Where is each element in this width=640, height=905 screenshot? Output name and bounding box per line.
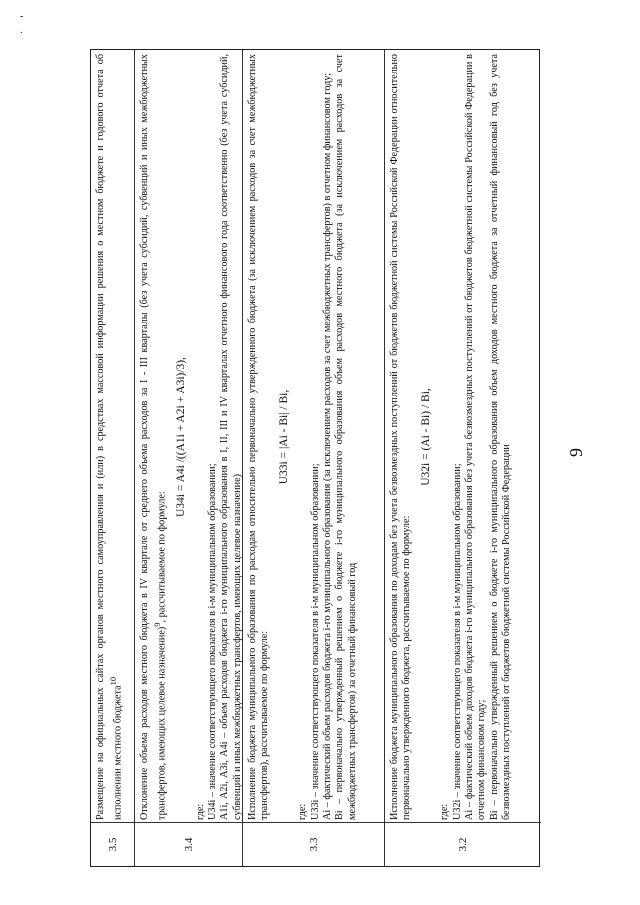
definition: A1i, A2i, A3i, A4i – объем расходов бюджета i-го муниципального образования в I, II, III и IV кварталах отчетного финансового года соответственно (без учета субсидий, субвенций и иных межбюджетных трансфертов, имеющих целевое назначение) [219, 54, 243, 820]
definition: Bi – первоначально утвержденный решением о бюджете i-го муниципального образования объем доходов местного бюджета за отчетный финансовый год без учета безвозмездных поступлений от бюджетов бюджетной системы Российской Федерации [488, 54, 513, 820]
page-number: 9 [566, 448, 586, 457]
row-title: Исполнение бюджета муниципального образования по расходам относительно первоначально утвержденного бюджета (за исключением расходов за счет межбюджетных трансфертов), рассчитываемое по формуле: [247, 54, 271, 820]
footnote-ref: 9 [152, 622, 163, 627]
row-content [389, 54, 539, 820]
where-label: где: [439, 803, 451, 820]
formula: U32i = (Ai - Bi) / Bi, [419, 388, 432, 486]
row-title-text: Отклонение объема расходов местного бюджета в IV квартале от среднего объема расходов за I - III кварталы (без учета субсидий, субвенций и иных межбюджетных трансфертов, имеющих целевое назначение) [139, 54, 168, 820]
row-number: 3.2 [385, 822, 541, 866]
table-row-3-3 [243, 50, 385, 866]
indicators-table [90, 49, 540, 867]
table-row-3-5 [91, 50, 135, 866]
definition: U33i – значение соответствующего показателя в i-м муниципальном образовании; [309, 463, 321, 820]
definition: U32i – значение соответствующего показателя в i-м муниципальном образовании; [451, 463, 463, 820]
row-content [95, 54, 132, 820]
row-content [139, 54, 243, 820]
row-number: 3.3 [243, 822, 384, 866]
row-title-tail: , рассчитываемое по формуле: [156, 491, 168, 623]
footnote-ref: 10 [108, 676, 119, 686]
formula: U33i = |Ai - Bi| / Bi, [277, 389, 290, 485]
definition: Ai – фактический объем доходов бюджета i-го муниципального образования без учета безвозмездных поступлений от бюджетов бюджетной системы Российской Федерации в отчетном финансовом году; [464, 54, 488, 820]
row-title [139, 54, 169, 820]
row-title: Исполнение бюджета муниципального образования по доходам без учета безвозмездных поступлений от бюджетов бюджетной системы Российской Федерации относительно первоначально утвержденного бюджета, рассчитываемое по формуле: [389, 54, 413, 820]
where-label: где: [194, 803, 206, 820]
row-number: 3.5 [91, 822, 134, 866]
table-row-3-4 [135, 50, 243, 866]
row-number: 3.4 [135, 822, 242, 866]
row-title-text: Размещение на официальных сайтах органов местного самоуправления и (или) в средствах массовой информации решения о местном бюджете и годового отчета об исполнении местного бюджета [95, 54, 124, 820]
formula: U34i = A4i /((A1i + A2i + A3i)/3), [175, 357, 188, 518]
definition: U34i – значение соответствующего показателя в i-м муниципальном образовании; [207, 463, 219, 820]
table-row-3-2 [385, 50, 541, 866]
definition: Bi – первоначально утвержденный решением о бюджете i-го муниципального образования объем расходов местного бюджета (за исключением расходов за счет межбюджетных трансфертов) за отчетный финансовый год [334, 54, 358, 820]
corner-mark-1: - [20, 11, 24, 22]
row-title [95, 54, 125, 820]
corner-mark-2: . [20, 25, 23, 36]
where-label: где: [297, 803, 309, 820]
row-content [247, 54, 382, 820]
definition: Ai – фактический объем расходов бюджета i-го муниципального образования (за исключением расходов за счет межбюджетных трансфертов) в отчетном финансовом году; [322, 72, 334, 820]
